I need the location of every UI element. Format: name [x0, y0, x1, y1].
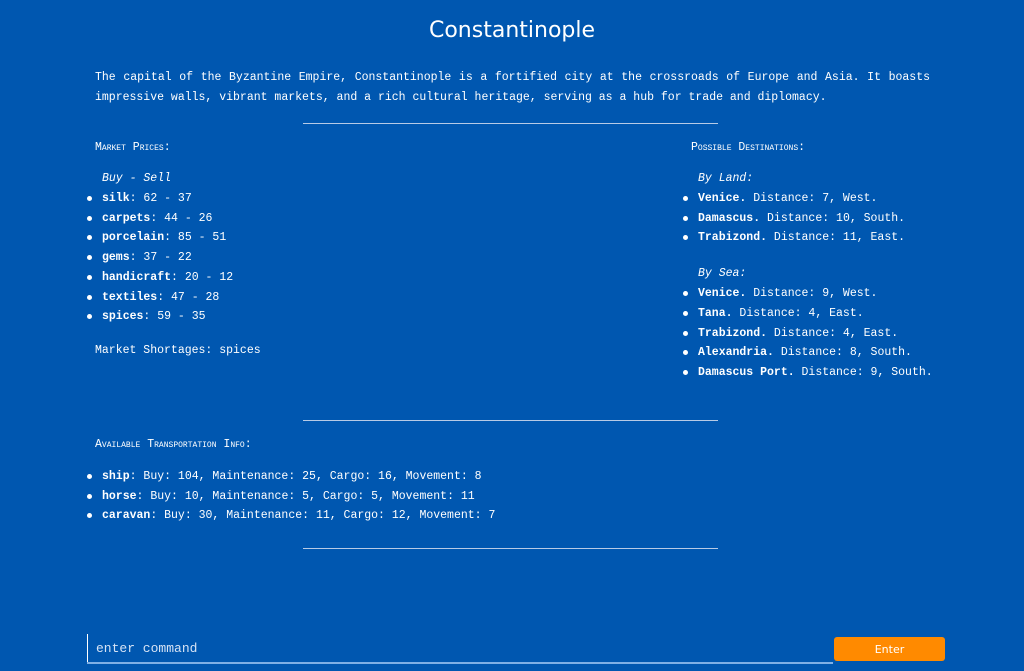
- list-item: porcelain: 85 - 51: [95, 228, 261, 248]
- market-shortages: Market Shortages: spices: [95, 343, 261, 357]
- list-item: gems: 37 - 22: [95, 248, 261, 268]
- list-item: Damascus. Distance: 10, South.: [691, 209, 933, 229]
- by-land-label: By Land:: [698, 172, 754, 185]
- list-item: Alexandria. Distance: 8, South.: [691, 343, 933, 363]
- list-item: handicraft: 20 - 12: [95, 268, 261, 288]
- list-item: Tana. Distance: 4, East.: [691, 304, 933, 324]
- enter-button[interactable]: Enter: [834, 637, 945, 661]
- list-item: carpets: 44 - 26: [95, 209, 261, 229]
- transport-info: [95, 438, 495, 526]
- page-title: Constantinople: [428, 18, 596, 43]
- list-item: Trabizond. Distance: 4, East.: [691, 324, 933, 344]
- list-item: Venice. Distance: 9, West.: [691, 284, 933, 304]
- list-item: spices: 59 - 35: [95, 307, 261, 327]
- market-prices: [95, 141, 261, 357]
- list-item: ship: Buy: 104, Maintenance: 25, Cargo: 16, Movement: 8: [95, 467, 495, 487]
- list-item: Damascus Port. Distance: 9, South.: [691, 363, 933, 383]
- market-heading: Market Prices:: [95, 141, 171, 154]
- list-item: caravan: Buy: 30, Maintenance: 11, Cargo: 12, Movement: 7: [95, 506, 495, 526]
- buy-sell-label: Buy - Sell: [102, 172, 172, 185]
- list-item: horse: Buy: 10, Maintenance: 5, Cargo: 5, Movement: 11: [95, 487, 495, 507]
- divider: [303, 123, 718, 124]
- list-item: Venice. Distance: 7, West.: [691, 189, 933, 209]
- transport-heading: Available Transportation Info:: [95, 438, 252, 451]
- destinations: [691, 141, 933, 383]
- city-description: The capital of the Byzantine Empire, Constantinople is a fortified city at the crossroads of Europe and Asia. It boasts impressive walls, vibrant markets, and a rich cultural heritage, serving as a hub for trade and diplomacy.: [95, 71, 930, 104]
- divider: [303, 420, 718, 421]
- command-field: [87, 634, 833, 664]
- by-sea-label: By Sea:: [698, 267, 747, 281]
- destinations-heading: Possible Destinations:: [691, 141, 806, 154]
- list-item: silk: 62 - 37: [95, 189, 261, 209]
- list-item: textiles: 47 - 28: [95, 288, 261, 308]
- command-input[interactable]: [87, 634, 842, 662]
- list-item: Trabizond. Distance: 11, East.: [691, 228, 933, 248]
- divider: [303, 548, 718, 549]
